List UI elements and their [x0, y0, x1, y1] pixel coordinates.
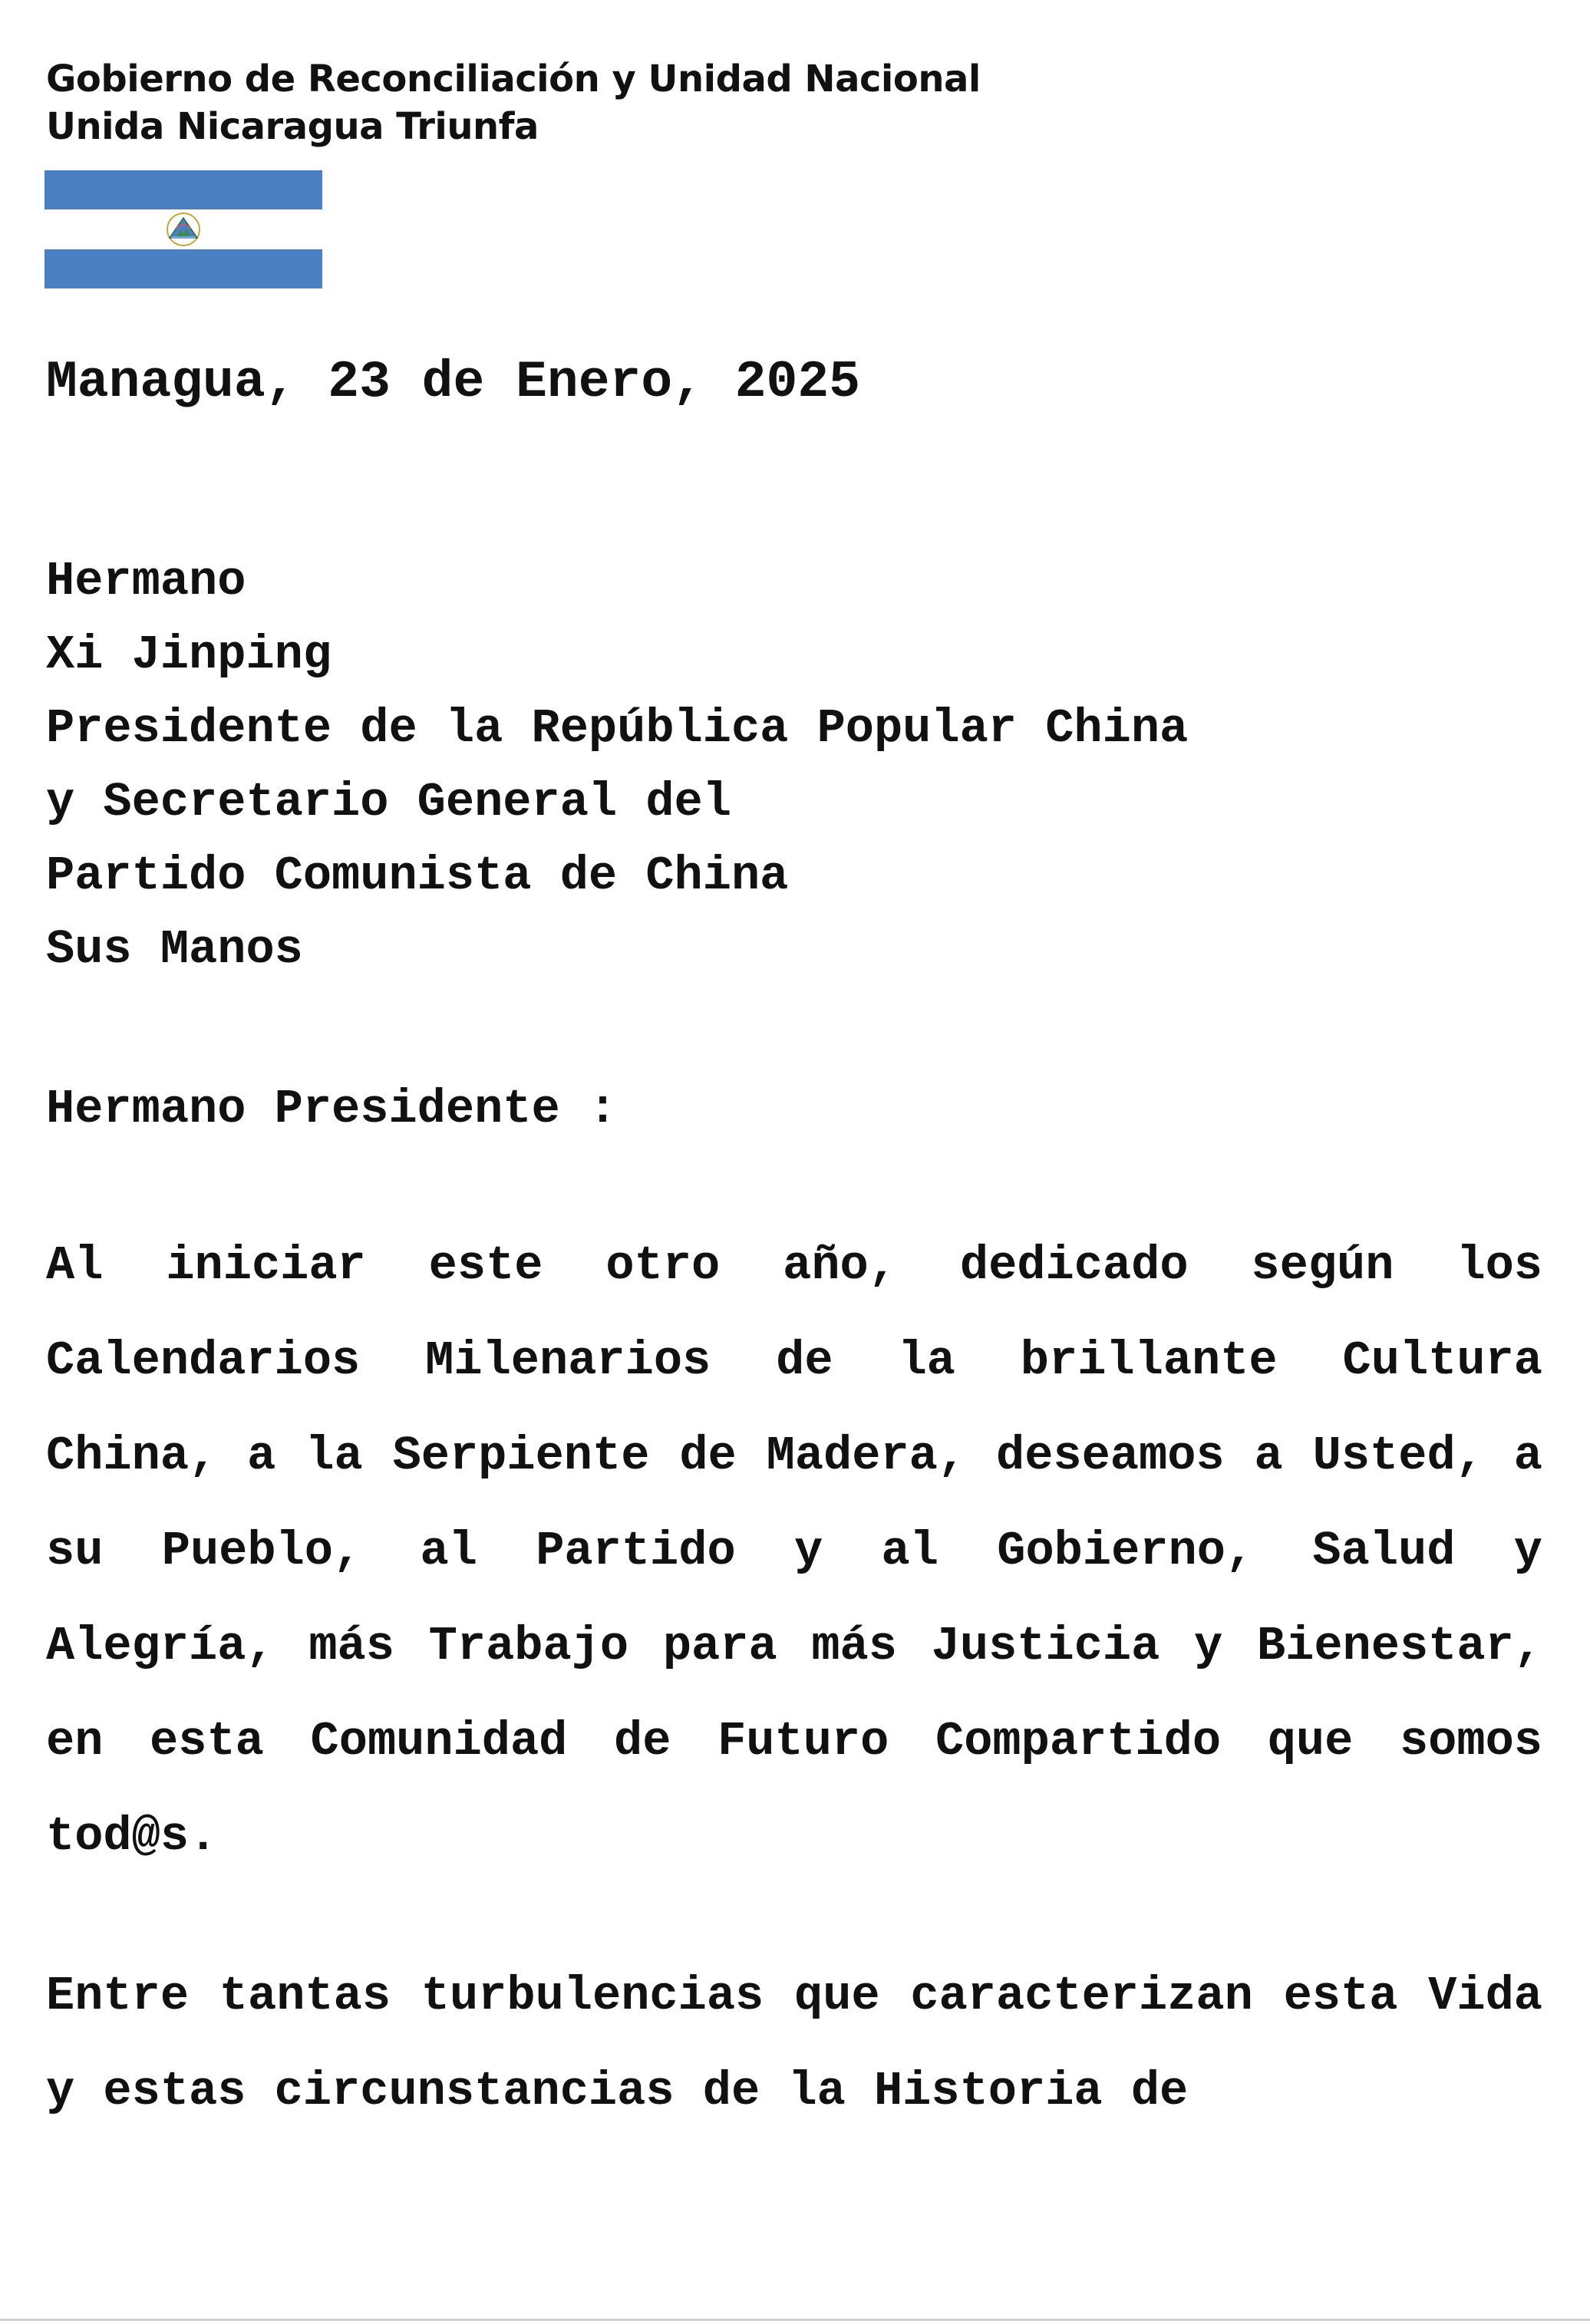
recipient-address-block [46, 545, 1188, 987]
letterhead [46, 55, 981, 150]
body-paragraph-1: Al iniciar este otro año, dedicado según los Calendarios Milenarios de la brillante Cultura China, a la Serpiente de Madera, deseamos a Usted, a su Pueblo, al Partido y al Gobierno, Salud y Alegría, más Trabajo para más Justicia y Bienestar, en esta Comunidad de Futuro Compartido que somos tod@s. [46, 1238, 1542, 1864]
recipient-line: Xi Jinping [46, 628, 332, 682]
recipient-line: Hermano [46, 554, 246, 608]
recipient-line: Presidente de la República Popular China [46, 701, 1189, 756]
recipient-line: Partido Comunista de China [46, 849, 789, 903]
recipient-line: Sus Manos [46, 922, 303, 977]
nicaragua-flag [45, 170, 322, 288]
letterhead-slogan: Unida Nicaragua Triunfa [46, 105, 539, 148]
coat-of-arms-icon [159, 212, 208, 247]
flag-middle-stripe [45, 209, 322, 249]
recipient-line: y Secretario General del [46, 775, 731, 829]
letterhead-government-name: Gobierno de Reconciliación y Unidad Nacional [46, 58, 981, 101]
salutation: Hermano Presidente : [46, 1082, 618, 1136]
page-bottom-border [0, 2319, 1590, 2321]
flag-bottom-stripe [45, 249, 322, 288]
body-paragraph-2: Entre tantas turbulencias que caracterizan esta Vida y estas circunstancias de la Historia de [46, 1969, 1542, 2118]
letter-date: Managua, 23 de Enero, 2025 [46, 353, 860, 412]
flag-top-stripe [45, 170, 322, 209]
